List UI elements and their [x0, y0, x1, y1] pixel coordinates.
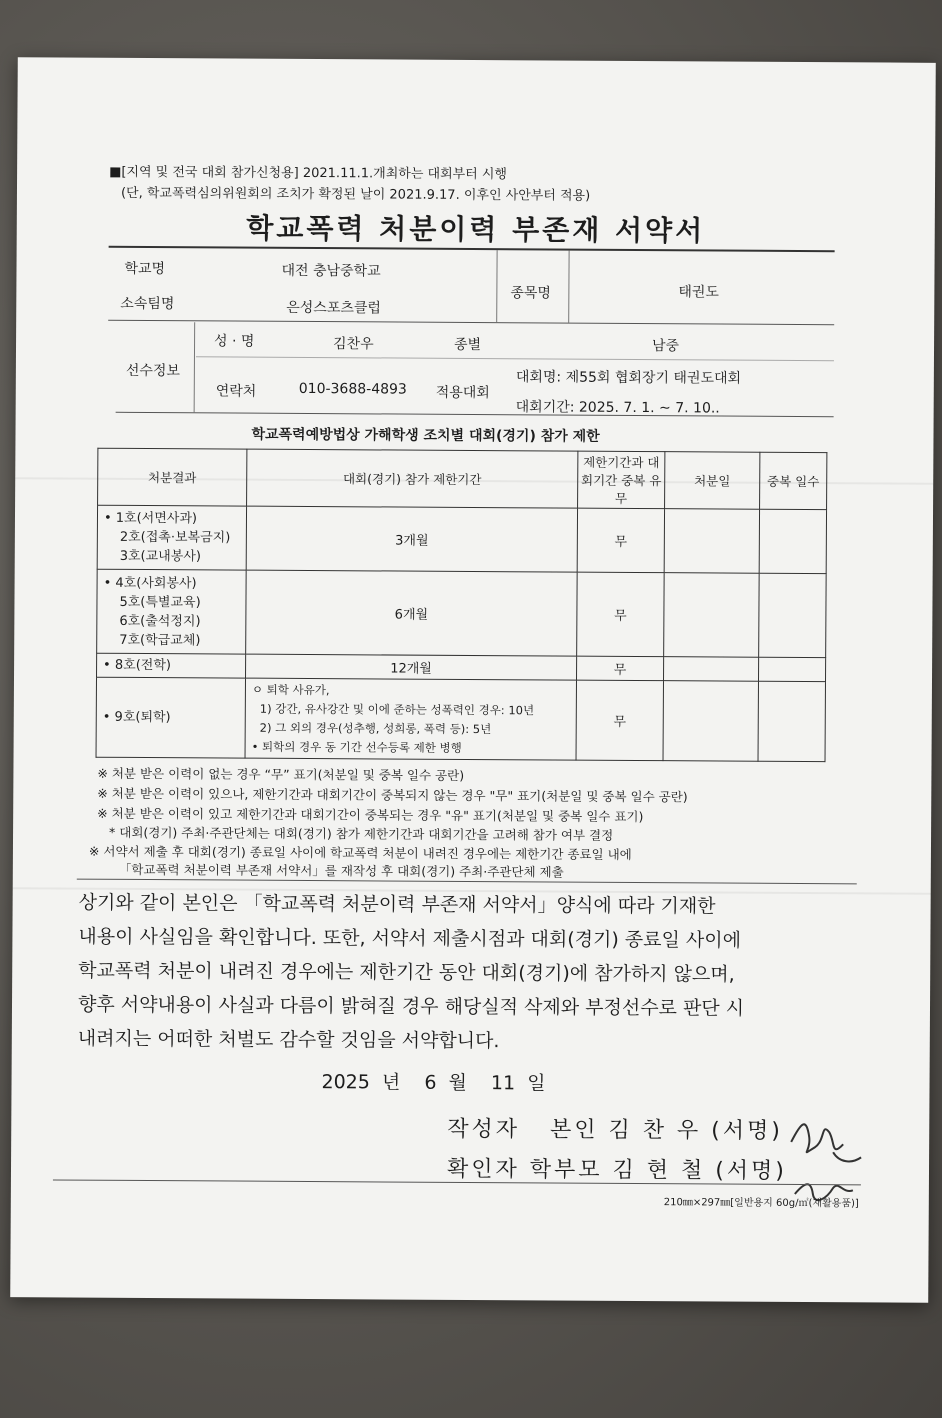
header-result: 처분결과 — [98, 448, 247, 506]
contact-label: 연락처 — [215, 383, 257, 400]
measure-item: 5호(특별교육) — [119, 594, 201, 610]
school-value: 대전 충남중학교 — [281, 262, 381, 280]
overlap-cell: 무 — [577, 508, 664, 573]
header-days: 중복 일수 — [760, 452, 827, 509]
table-row — [97, 569, 826, 657]
info-divider — [568, 251, 569, 323]
days-cell — [758, 681, 825, 761]
header-period: 대회(경기) 참가 제한기간 — [247, 449, 578, 508]
info-rule — [116, 412, 834, 417]
competition-label: 적용대회 — [435, 384, 490, 402]
team-label: 소속팀명 — [120, 295, 175, 313]
header-overlap: 제한기간과 대회기간 중복 유무 — [578, 451, 665, 509]
period-cell: 6개월 — [246, 570, 578, 656]
info-divider — [496, 250, 497, 322]
period-line: ㅇ 퇴학 사유가, — [251, 682, 330, 697]
pledge-line: 학교폭력 처분이 내려진 경우에는 제한기간 동안 대회(경기)에 참가하지 않으며, — [78, 959, 735, 986]
pledge-line: 내려지는 어떠한 처벌도 감수할 것임을 서약합니다. — [77, 1027, 500, 1053]
name-value: 김찬우 — [333, 336, 374, 353]
measure-item: 7호(학급교체) — [119, 632, 201, 648]
date-cell — [664, 573, 760, 658]
period-line: 1) 강간, 유사강간 및 이에 준하는 성폭력인 경우: 10년 — [259, 701, 535, 717]
measure-item: • 8호(전학) — [103, 657, 172, 674]
measure-item: 3호(교내봉사) — [119, 548, 202, 565]
header-date: 처분일 — [665, 452, 760, 510]
table-row — [96, 677, 825, 761]
days-cell — [759, 573, 827, 657]
measure-item: 2호(접촉·보복금지) — [119, 529, 231, 546]
gender-label: 종별 — [453, 336, 482, 354]
competition-name: 대회명: 제55회 협회장기 태권도대회 — [515, 369, 742, 387]
pledge-line: 내용이 사실임을 확인합니다. 또한, 서약서 제출시점과 대회(경기) 종료일 사이에 — [78, 925, 742, 952]
section-title: 학교폭력예방법상 가해학생 조치별 대회(경기) 참가 제한 — [251, 426, 600, 445]
pledge-date: 2025 년 6 월 11 일 — [321, 1071, 546, 1095]
note-line: ※ 처분 받은 이력이 없는 경우 “무” 표기(처분일 및 중복 일수 공란) — [97, 765, 465, 783]
measure-item: • 9호(퇴학) — [102, 709, 171, 726]
competition-period: 대회기간: 2025. 7. 1. ~ 7. 10.. — [515, 399, 720, 417]
document-title: 학교폭력 처분이력 부존재 서약서 — [246, 211, 706, 248]
period-cell: 12개월 — [246, 654, 577, 680]
info-divider — [194, 322, 196, 412]
date-cell — [663, 681, 758, 762]
measure-item: • 1호(서면사과) — [103, 510, 198, 527]
event-label: 종목명 — [510, 285, 551, 302]
date-cell — [663, 657, 758, 682]
pledge-line: 향후 서약내용이 사실과 다름이 밝혀질 경우 해당실적 삭제와 부정선수로 판단 시 — [77, 993, 745, 1020]
restriction-table — [96, 448, 828, 762]
date-cell — [664, 509, 759, 574]
school-label: 학교명 — [124, 260, 166, 278]
info-rule — [196, 356, 834, 361]
pledge-paragraph — [78, 886, 859, 1061]
header-line-1: ■[지역 및 전국 대회 참가신청용] 2021.11.1.개최하는 대회부터 시행 — [109, 164, 508, 183]
period-line: 2) 그 외의 경우(성추행, 성희롱, 폭력 등): 5년 — [259, 720, 492, 736]
info-rule — [108, 320, 834, 325]
writer-signature-line: 작성자 본인 김 찬 우 (서명) — [447, 1116, 783, 1144]
days-cell — [759, 509, 826, 573]
note-line: ※ 처분 받은 이력이 있고 제한기간과 대회기간이 중복되는 경우 "유" 표기(처분일 및 중복 일수 표기) — [97, 805, 644, 825]
confirmer-signature-line: 확인자 학부모 김 현 철 (서명) — [446, 1156, 787, 1184]
period-cell: 3개월 — [246, 506, 577, 572]
gender-value: 남중 — [651, 338, 680, 355]
days-cell — [758, 657, 825, 681]
note-line: 「학교폭력 처분이력 부존재 서약서」를 재작성 후 대회(경기) 주최·주관단체 제출 — [118, 861, 564, 880]
contact-value: 010-3688-4893 — [298, 380, 407, 398]
overlap-cell: 무 — [577, 572, 665, 657]
note-line: ※ 서약서 제출 후 대회(경기) 종료일 사이에 학교폭력 처분이 내려진 경우에는 제한기간 종료일 내에 — [88, 843, 632, 862]
event-value: 태권도 — [678, 284, 719, 301]
document-paper — [10, 57, 936, 1303]
team-value: 은성스포츠클럽 — [286, 299, 381, 317]
name-label: 성 · 명 — [214, 333, 255, 350]
measure-item: • 4호(사회봉사) — [103, 575, 197, 591]
note-line: * 대회(경기) 주최·주관단체는 대회(경기) 참가 제한기간과 대회기간을 고려해 참가 여부 결정 — [109, 824, 614, 843]
measure-item: 6호(출석정지) — [119, 613, 201, 629]
overlap-cell: 무 — [577, 656, 664, 681]
pledge-line: 상기와 같이 본인은 「학교폭력 처분이력 부존재 서약서」양식에 따라 기재한 — [78, 891, 716, 918]
overlap-cell: 무 — [576, 680, 663, 761]
period-line: • 퇴학의 경우 동 기간 선수등록 제한 병행 — [251, 739, 462, 755]
player-info-label: 선수정보 — [125, 362, 181, 380]
table-row — [97, 505, 826, 573]
header-line-2: (단, 학교폭력심의위원회의 조치가 확정된 날이 2021.9.17. 이후인 사안부터 적용) — [120, 185, 591, 204]
note-line: ※ 처분 받은 이력이 있으나, 제한기간과 대회기간이 중복되지 않는 경우 "무" 표기(처분일 및 중복 일수 공란) — [97, 785, 688, 805]
paper-spec-footer: 210㎜×297㎜[일반용지 60g/㎡(재활용품)] — [663, 1197, 859, 1210]
